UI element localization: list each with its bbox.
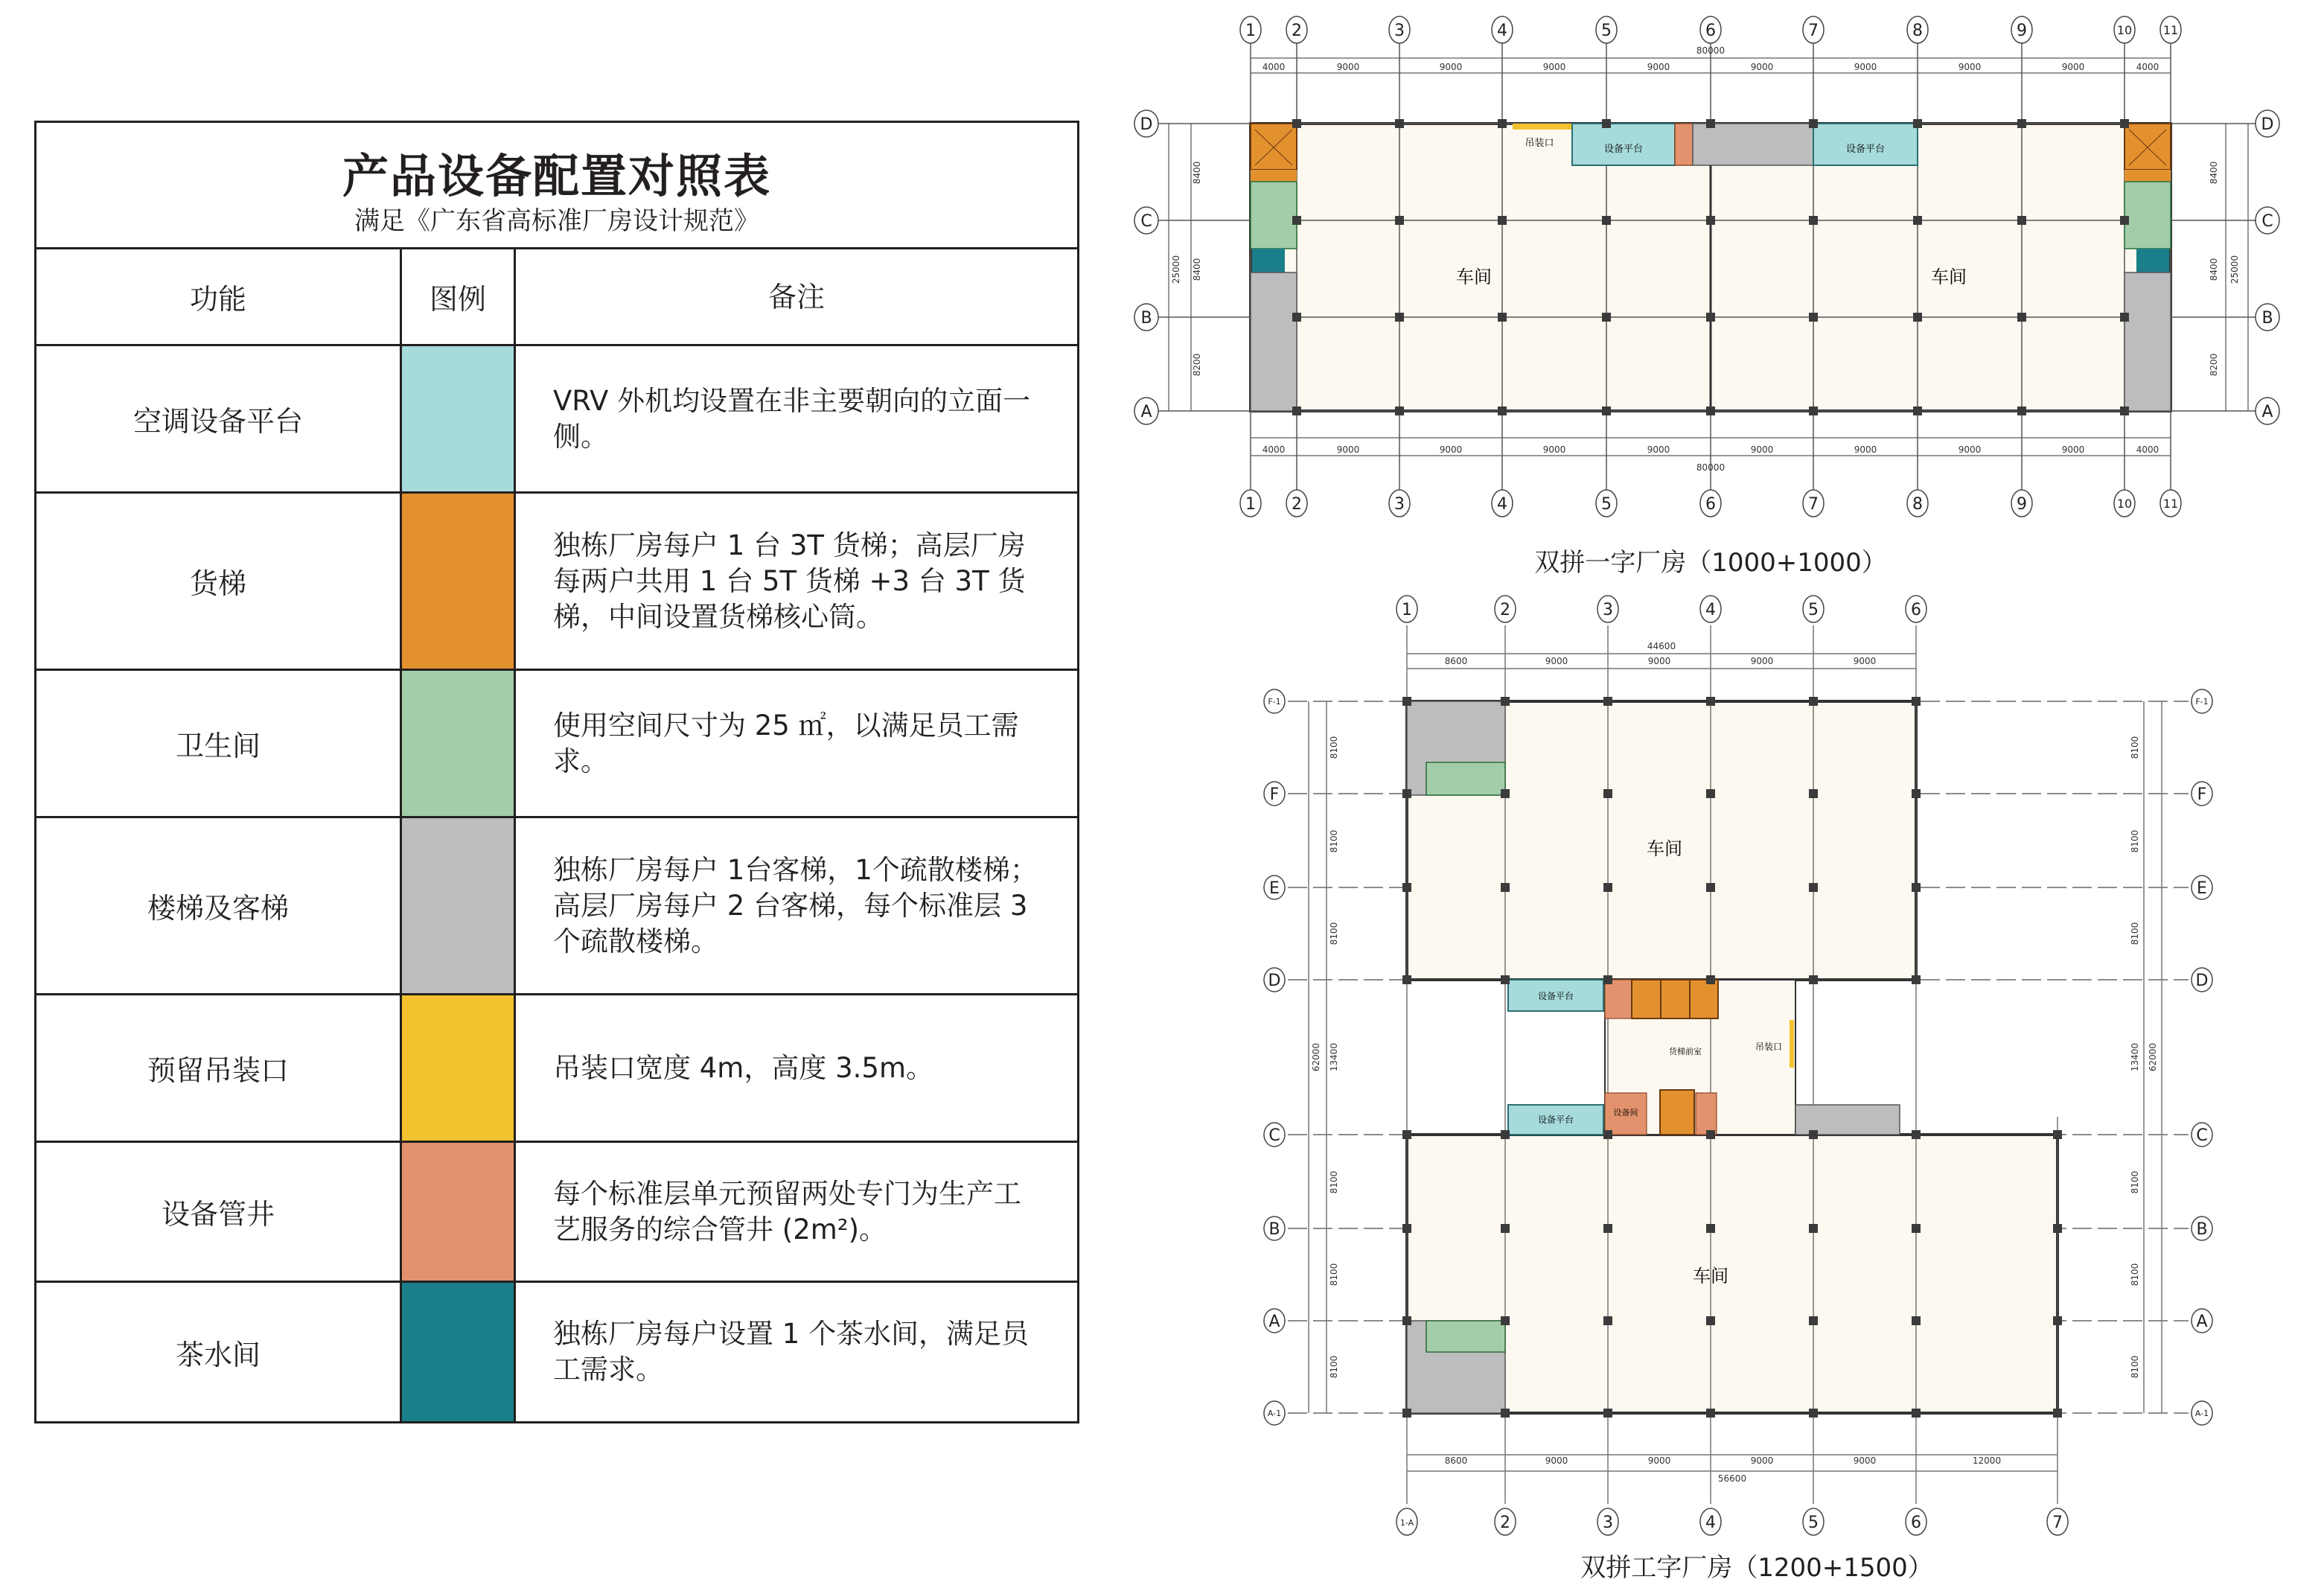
row-note: 独栋厂房每户 1台客梯，1个疏散楼梯；高层厂房每户 2 台客梯，每个标准层 3 个疏散楼梯。 — [553, 853, 1038, 957]
row-function: 货梯 — [189, 567, 246, 600]
workshop-label-lower: 车间 — [1693, 1266, 1728, 1286]
svg-text:9000: 9000 — [1750, 1456, 1774, 1466]
svg-text:2: 2 — [1292, 495, 1302, 514]
svg-text:9000: 9000 — [1854, 444, 1877, 455]
header-legend: 图例 — [400, 249, 516, 344]
ac-platform-label: 设备平台 — [1603, 144, 1644, 155]
svg-text:9000: 9000 — [2061, 444, 2085, 455]
svg-text:C: C — [2196, 1126, 2208, 1145]
svg-text:F: F — [1269, 785, 1280, 804]
svg-text:6: 6 — [1911, 601, 1921, 619]
header-note: 备注 — [767, 280, 825, 313]
hoist-opening — [1513, 124, 1572, 130]
ac-platform-label: 设备平台 — [1537, 991, 1574, 1001]
svg-text:8100: 8100 — [2130, 1170, 2140, 1194]
svg-text:12000: 12000 — [1972, 1456, 2002, 1466]
svg-text:9000: 9000 — [1853, 656, 1877, 666]
svg-text:F-1: F-1 — [2195, 697, 2209, 707]
restroom-upper — [1426, 762, 1505, 795]
svg-text:B: B — [2196, 1220, 2208, 1239]
freight-elevator-lower — [1660, 1090, 1694, 1135]
svg-text:9000: 9000 — [1545, 656, 1568, 666]
svg-text:3: 3 — [1394, 22, 1405, 40]
table-title: 产品设备配置对照表 — [342, 149, 771, 203]
svg-text:6: 6 — [1705, 22, 1716, 40]
svg-text:9000: 9000 — [1750, 444, 1774, 455]
svg-text:D: D — [2261, 115, 2274, 134]
svg-text:8100: 8100 — [1329, 1263, 1339, 1286]
freight-elevator-swatch — [400, 494, 516, 669]
row-note: 每个标准层单元预留两处专门为生产工艺服务的综合管井 (2m²)。 — [553, 1177, 1021, 1246]
svg-text:9000: 9000 — [1647, 62, 1670, 72]
svg-text:4: 4 — [1705, 601, 1716, 619]
svg-text:6: 6 — [1911, 1514, 1921, 1532]
svg-text:80000: 80000 — [1696, 462, 1726, 473]
svg-text:4000: 4000 — [2136, 62, 2159, 72]
svg-text:A-1: A-1 — [2194, 1409, 2209, 1418]
svg-text:9000: 9000 — [1542, 444, 1566, 455]
svg-text:8100: 8100 — [1329, 1355, 1339, 1379]
hoist-label: 吊装口 — [1525, 138, 1554, 149]
row-note: 独栋厂房每户设置 1 个茶水间，满足员工需求。 — [553, 1318, 1029, 1386]
lobby-label: 货梯前室 — [1669, 1047, 1702, 1056]
svg-text:8100: 8100 — [1329, 1170, 1339, 1194]
floor-plan-h-shape — [1236, 581, 2278, 1549]
workshop-label-upper: 车间 — [1647, 838, 1682, 859]
svg-text:B: B — [2261, 309, 2273, 328]
svg-text:4000: 4000 — [1262, 444, 1286, 455]
hoist-opening — [1790, 1020, 1794, 1068]
ac-platform-swatch — [400, 346, 516, 491]
svg-text:C: C — [1268, 1126, 1280, 1145]
pantry-right — [2136, 249, 2169, 272]
svg-text:8200: 8200 — [2209, 353, 2219, 377]
stair-elevator-swatch — [400, 818, 516, 993]
svg-text:9000: 9000 — [1647, 656, 1671, 666]
ac-platform-label: 设备平台 — [1845, 144, 1886, 155]
row-note: 吊装口宽度 4m，高度 3.5m。 — [553, 1051, 933, 1084]
svg-text:1-A: 1-A — [1399, 1518, 1414, 1528]
svg-text:B: B — [1140, 309, 1152, 328]
row-function: 预留吊装口 — [147, 1054, 289, 1087]
svg-text:1: 1 — [1245, 495, 1256, 514]
row-note: 独栋厂房每户 1 台 3T 货梯；高层厂房每两户共用 1 台 5T 货梯 +3 台 3T 货梯，中间设置货梯核心筒。 — [553, 529, 1026, 633]
svg-text:80000: 80000 — [1696, 45, 1726, 56]
workshop-label-left: 车间 — [1456, 267, 1492, 287]
restroom-lower — [1426, 1321, 1505, 1352]
svg-text:A-1: A-1 — [1267, 1409, 1282, 1418]
svg-text:7: 7 — [1808, 495, 1819, 514]
svg-text:A: A — [1140, 403, 1152, 421]
svg-text:A: A — [1268, 1313, 1280, 1331]
svg-text:9000: 9000 — [1750, 62, 1774, 72]
center-stair — [1693, 124, 1813, 165]
svg-text:5: 5 — [1808, 1514, 1819, 1532]
row-note: 使用空间尺寸为 25 ㎡，以满足员工需求。 — [553, 709, 1019, 777]
table-title-block — [36, 123, 1077, 249]
restroom-right — [2125, 182, 2171, 249]
svg-text:13400: 13400 — [2130, 1042, 2140, 1072]
svg-text:C: C — [1140, 212, 1152, 231]
table-row — [36, 818, 1077, 995]
restroom-left — [1251, 182, 1297, 249]
svg-text:13400: 13400 — [1329, 1042, 1339, 1072]
svg-text:6: 6 — [1705, 495, 1716, 514]
floor-plan-linear — [1117, 0, 2324, 536]
svg-text:3: 3 — [1603, 1514, 1613, 1532]
table-subtitle: 满足《广东省高标准厂房设计规范》 — [354, 206, 759, 236]
svg-text:8400: 8400 — [2209, 161, 2219, 185]
row-function: 茶水间 — [175, 1338, 261, 1371]
header-function: 功能 — [189, 283, 246, 316]
svg-text:8100: 8100 — [2130, 922, 2140, 946]
plan-top-caption: 双拼一字厂房（1000+1000） — [1534, 548, 1887, 578]
svg-text:44600: 44600 — [1647, 641, 1676, 651]
table-row — [36, 995, 1077, 1143]
svg-text:62000: 62000 — [2148, 1042, 2158, 1072]
freight-elevators-upper — [1632, 980, 1718, 1018]
svg-text:9000: 9000 — [1647, 444, 1670, 455]
shaft-label: 设备间 — [1613, 1108, 1638, 1117]
svg-text:9000: 9000 — [1854, 62, 1877, 72]
svg-text:9000: 9000 — [1439, 62, 1463, 72]
svg-text:4000: 4000 — [1262, 62, 1286, 72]
svg-text:2: 2 — [1500, 1514, 1510, 1532]
svg-text:2: 2 — [1500, 601, 1510, 619]
shaft — [1675, 124, 1693, 165]
svg-text:25000: 25000 — [2229, 255, 2240, 284]
svg-text:3: 3 — [1603, 601, 1613, 619]
svg-text:9: 9 — [2017, 22, 2027, 40]
row-function: 卫生间 — [175, 730, 261, 762]
svg-text:8200: 8200 — [1192, 353, 1202, 377]
stair-right — [2125, 272, 2171, 411]
table-row — [36, 1143, 1077, 1283]
table-row — [36, 494, 1077, 671]
svg-text:8100: 8100 — [2130, 1355, 2140, 1379]
svg-text:5: 5 — [1601, 22, 1612, 40]
svg-text:A: A — [2261, 403, 2273, 421]
table-row — [36, 671, 1077, 818]
ac-platform-label: 设备平台 — [1537, 1115, 1574, 1125]
row-function: 设备管井 — [161, 1198, 275, 1231]
svg-text:9000: 9000 — [1853, 1456, 1877, 1466]
restroom-swatch — [400, 671, 516, 816]
svg-text:F: F — [2197, 785, 2207, 804]
svg-text:4: 4 — [1705, 1514, 1716, 1532]
svg-text:8400: 8400 — [2209, 258, 2219, 281]
svg-text:8: 8 — [1912, 22, 1923, 40]
svg-text:8400: 8400 — [1192, 258, 1202, 281]
hoist-opening-swatch — [400, 995, 516, 1141]
svg-text:4000: 4000 — [2136, 444, 2159, 455]
svg-text:4: 4 — [1497, 22, 1507, 40]
svg-text:5: 5 — [1808, 601, 1819, 619]
svg-text:8100: 8100 — [2130, 736, 2140, 759]
svg-text:9000: 9000 — [1958, 444, 1982, 455]
svg-text:8100: 8100 — [2130, 1263, 2140, 1286]
svg-text:1: 1 — [1245, 22, 1256, 40]
svg-text:A: A — [2196, 1313, 2208, 1331]
hoist-label: 吊装口 — [1755, 1042, 1783, 1052]
pantry-left — [1252, 249, 1285, 272]
table-header-row — [36, 249, 1077, 346]
svg-text:7: 7 — [1808, 22, 1819, 40]
svg-text:D: D — [1140, 115, 1153, 134]
svg-text:4: 4 — [1497, 495, 1507, 514]
svg-text:E: E — [1269, 879, 1280, 898]
stair-left — [1251, 272, 1297, 411]
svg-text:8100: 8100 — [1329, 736, 1339, 759]
svg-text:8100: 8100 — [2130, 829, 2140, 853]
workshop-label-right: 车间 — [1931, 267, 1967, 287]
svg-text:2: 2 — [1292, 22, 1302, 40]
svg-text:9000: 9000 — [1336, 62, 1360, 72]
svg-text:10: 10 — [2116, 497, 2133, 511]
svg-text:B: B — [1268, 1220, 1280, 1239]
svg-text:8100: 8100 — [1329, 922, 1339, 946]
svg-text:56600: 56600 — [1717, 1473, 1747, 1484]
svg-text:3: 3 — [1394, 495, 1405, 514]
svg-text:8600: 8600 — [1444, 1456, 1468, 1466]
equipment-legend-table — [34, 121, 1079, 1423]
svg-text:1: 1 — [1402, 601, 1412, 619]
svg-text:9000: 9000 — [1439, 444, 1463, 455]
svg-text:62000: 62000 — [1311, 1042, 1321, 1072]
pantry-swatch — [400, 1283, 516, 1421]
plan-bottom-caption: 双拼工字厂房（1200+1500） — [1580, 1553, 1933, 1583]
svg-text:8600: 8600 — [1444, 656, 1468, 666]
row-note: VRV 外机均设置在非主要朝向的立面一侧。 — [553, 384, 1031, 453]
svg-text:9000: 9000 — [1958, 62, 1982, 72]
svg-text:D: D — [1268, 972, 1281, 990]
equipment-shaft-swatch — [400, 1143, 516, 1281]
svg-text:9000: 9000 — [1542, 62, 1566, 72]
shaft-upper — [1605, 980, 1632, 1018]
svg-text:25000: 25000 — [1171, 255, 1181, 284]
svg-text:9000: 9000 — [1336, 444, 1360, 455]
svg-text:9000: 9000 — [2061, 62, 2085, 72]
svg-text:F-1: F-1 — [1268, 697, 1281, 707]
svg-text:5: 5 — [1601, 495, 1612, 514]
svg-text:9: 9 — [2017, 495, 2027, 514]
table-row — [36, 346, 1077, 494]
svg-text:C: C — [2261, 212, 2273, 231]
svg-text:11: 11 — [2162, 497, 2179, 511]
svg-text:7: 7 — [2052, 1514, 2063, 1532]
row-function: 空调设备平台 — [133, 405, 303, 438]
row-function: 楼梯及客梯 — [147, 892, 289, 925]
svg-text:8100: 8100 — [1329, 829, 1339, 853]
svg-text:9000: 9000 — [1647, 1456, 1671, 1466]
svg-text:D: D — [2195, 972, 2209, 990]
svg-text:E: E — [2197, 879, 2207, 898]
svg-text:9000: 9000 — [1750, 656, 1774, 666]
svg-text:10: 10 — [2116, 23, 2133, 37]
table-row — [36, 1283, 1077, 1421]
svg-text:9000: 9000 — [1545, 1456, 1568, 1466]
svg-text:8: 8 — [1912, 495, 1923, 514]
svg-text:11: 11 — [2162, 23, 2179, 37]
svg-text:8400: 8400 — [1192, 161, 1202, 185]
